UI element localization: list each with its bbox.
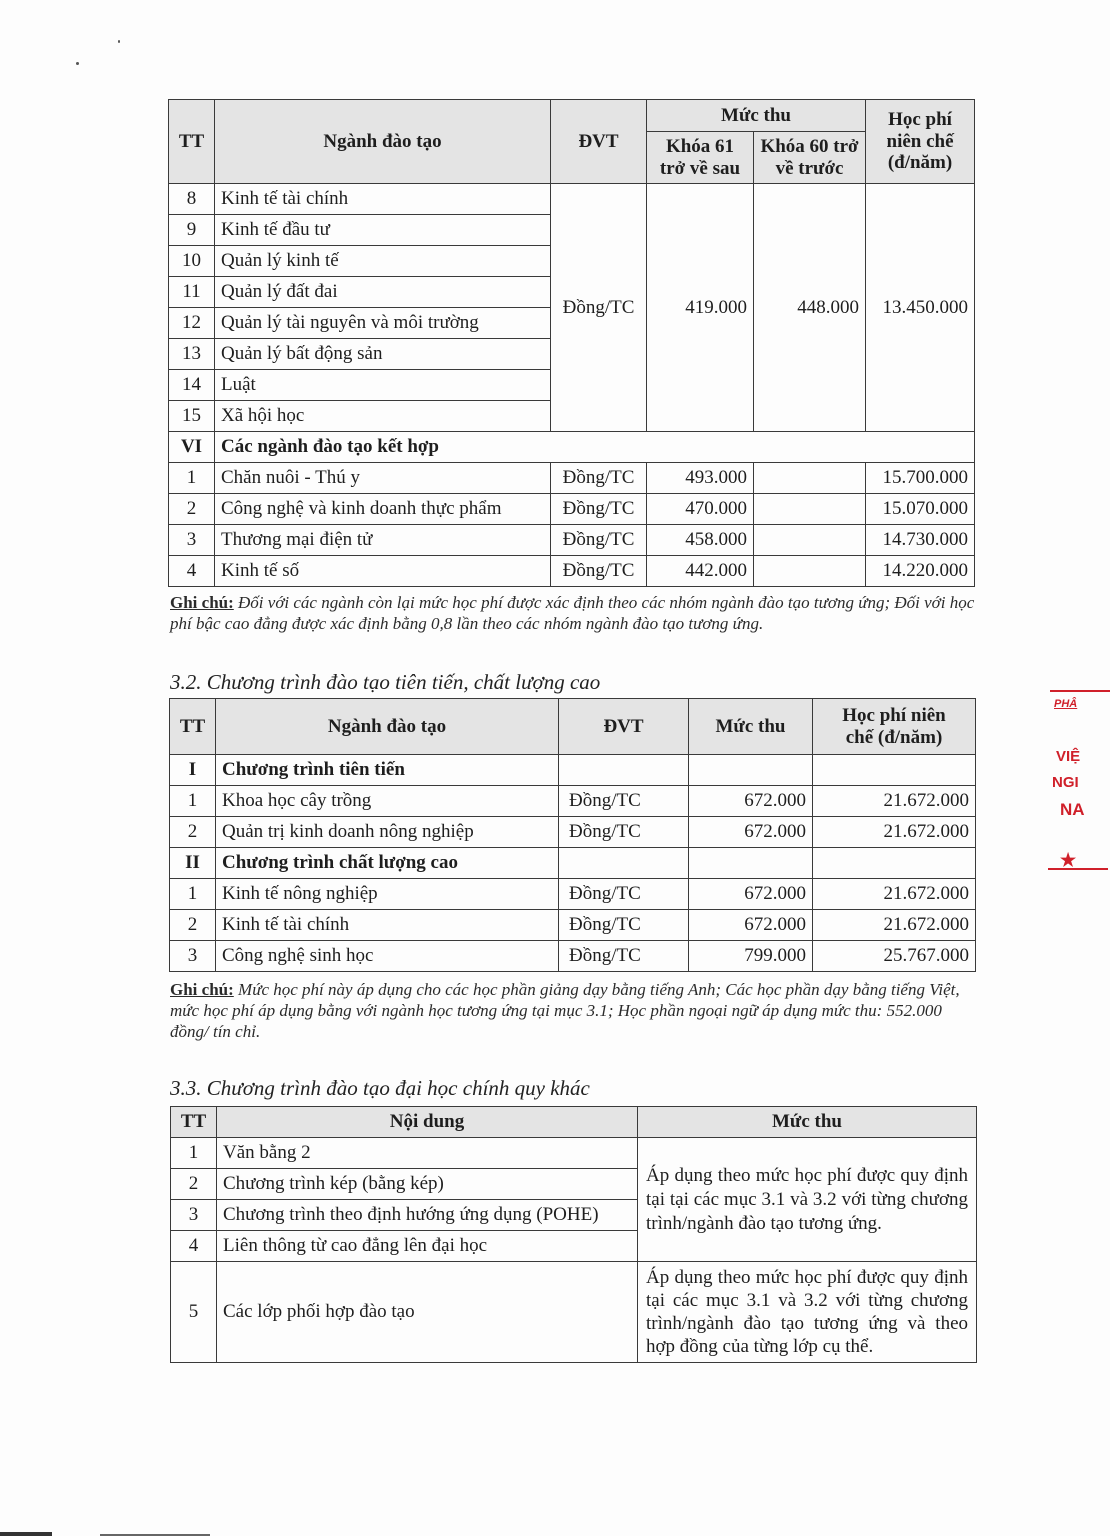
row-name: Kinh tế đầu tư bbox=[215, 215, 551, 246]
row-name: Quản lý kinh tế bbox=[215, 246, 551, 277]
row-tt: 1 bbox=[170, 879, 216, 910]
row-khoa61: 458.000 bbox=[647, 525, 754, 556]
header-dvt: ĐVT bbox=[551, 100, 647, 184]
header-muc-thu: Mức thu bbox=[638, 1107, 977, 1138]
red-stamp bbox=[1042, 688, 1102, 888]
row-name: Quản trị kinh doanh nông nghiệp bbox=[216, 817, 559, 848]
group-hoc-phi: 13.450.000 bbox=[866, 184, 975, 432]
empty-cell bbox=[813, 848, 976, 879]
row-khoa60 bbox=[754, 556, 866, 587]
group-khoa60: 448.000 bbox=[754, 184, 866, 432]
row-name: Liên thông từ cao đẳng lên đại học bbox=[217, 1231, 638, 1262]
header-noi-dung: Nội dung bbox=[217, 1107, 638, 1138]
row-name: Khoa học cây trồng bbox=[216, 786, 559, 817]
header-tt: TT bbox=[170, 699, 216, 755]
row-muc-thu: 672.000 bbox=[689, 879, 813, 910]
empty-cell bbox=[689, 848, 813, 879]
row-muc-thu: 799.000 bbox=[689, 941, 813, 972]
row-tt: 3 bbox=[171, 1200, 217, 1231]
note-label: Ghi chú: bbox=[170, 980, 234, 999]
row-name: Chương trình kép (bằng kép) bbox=[217, 1169, 638, 1200]
table-row bbox=[169, 494, 975, 525]
row-hoc-phi: 14.730.000 bbox=[866, 525, 975, 556]
row-dvt: Đồng/TC bbox=[551, 494, 647, 525]
row-name: Các lớp phối hợp đào tạo bbox=[217, 1262, 638, 1363]
row-name: Chương trình theo định hướng ứng dụng (POHE) bbox=[217, 1200, 638, 1231]
row-hoc-phi: 15.070.000 bbox=[866, 494, 975, 525]
header-khoa60: Khóa 60 trở về trước bbox=[754, 132, 866, 184]
row-dvt: Đồng/TC bbox=[559, 941, 689, 972]
muc-thu-row-5: Áp dụng theo mức học phí được quy định tại các mục 3.1 và 3.2 với từng chương trình/ngành đào tạo tương ứng và theo hợp đồng của từng lớp cụ thể. bbox=[638, 1262, 977, 1363]
row-tt: 2 bbox=[171, 1169, 217, 1200]
row-khoa60 bbox=[754, 463, 866, 494]
row-khoa60 bbox=[754, 525, 866, 556]
row-name: Công nghệ và kinh doanh thực phẩm bbox=[215, 494, 551, 525]
header-hoc-phi: Học phí niên chế (đ/năm) bbox=[866, 100, 975, 184]
section-title-3-2: 3.2. Chương trình đào tạo tiên tiến, chất lượng cao bbox=[170, 670, 601, 694]
table-row bbox=[170, 817, 976, 848]
row-name: Xã hội học bbox=[215, 401, 551, 432]
table-row bbox=[170, 941, 976, 972]
row-dvt: Đồng/TC bbox=[551, 525, 647, 556]
empty-cell bbox=[813, 755, 976, 786]
section-row bbox=[170, 755, 976, 786]
table-row bbox=[169, 556, 975, 587]
section-tt: II bbox=[170, 848, 216, 879]
empty-cell bbox=[689, 755, 813, 786]
row-tt: 4 bbox=[169, 556, 215, 587]
row-dvt: Đồng/TC bbox=[559, 817, 689, 848]
table-row bbox=[171, 1262, 977, 1363]
scan-speck bbox=[118, 40, 120, 43]
star-icon: ★ bbox=[1060, 850, 1077, 870]
empty-cell bbox=[559, 848, 689, 879]
row-name: Công nghệ sinh học bbox=[216, 941, 559, 972]
row-khoa61: 493.000 bbox=[647, 463, 754, 494]
table-row bbox=[170, 786, 976, 817]
row-name: Luật bbox=[215, 370, 551, 401]
row-dvt: Đồng/TC bbox=[559, 786, 689, 817]
note-2 bbox=[170, 979, 975, 1042]
row-tt: 1 bbox=[171, 1138, 217, 1169]
row-tt: 12 bbox=[169, 308, 215, 339]
table-row bbox=[170, 879, 976, 910]
table-row bbox=[170, 910, 976, 941]
note-text: Mức học phí này áp dụng cho các học phần giảng dạy bằng tiếng Anh; Các học phần dạy bằng tiếng Việt, mức học phí áp dụng bằng với ngành học tương ứng tại mục 3.1; Học phần ngoại ngữ áp dụng mức thu: 552.000 đồng/ tín chỉ. bbox=[170, 980, 960, 1041]
row-name: Quản lý đất đai bbox=[215, 277, 551, 308]
row-tt: 2 bbox=[170, 910, 216, 941]
row-tt: 13 bbox=[169, 339, 215, 370]
row-tt: 9 bbox=[169, 215, 215, 246]
table-row bbox=[169, 184, 975, 215]
row-tt: 3 bbox=[170, 941, 216, 972]
row-name: Thương mại điện tử bbox=[215, 525, 551, 556]
row-dvt: Đồng/TC bbox=[551, 463, 647, 494]
row-tt: 11 bbox=[169, 277, 215, 308]
row-name: Kinh tế số bbox=[215, 556, 551, 587]
row-tt: 2 bbox=[170, 817, 216, 848]
row-tt: 3 bbox=[169, 525, 215, 556]
section-row bbox=[170, 848, 976, 879]
table-row bbox=[169, 525, 975, 556]
row-dvt: Đồng/TC bbox=[559, 879, 689, 910]
note-1 bbox=[170, 592, 975, 634]
stamp-text: NGI bbox=[1052, 774, 1079, 791]
section-tt: VI bbox=[169, 432, 215, 463]
row-name: Quản lý tài nguyên và môi trường bbox=[215, 308, 551, 339]
row-name: Văn bằng 2 bbox=[217, 1138, 638, 1169]
header-muc-thu: Mức thu bbox=[647, 100, 866, 132]
row-name: Kinh tế tài chính bbox=[215, 184, 551, 215]
stamp-text: PHÂ bbox=[1054, 698, 1078, 710]
row-tt: 2 bbox=[169, 494, 215, 525]
row-tt: 5 bbox=[171, 1262, 217, 1363]
group-khoa61: 419.000 bbox=[647, 184, 754, 432]
row-hoc-phi: 14.220.000 bbox=[866, 556, 975, 587]
row-hoc-phi: 15.700.000 bbox=[866, 463, 975, 494]
other-programs-table bbox=[170, 1106, 977, 1363]
row-hoc-phi: 25.767.000 bbox=[813, 941, 976, 972]
section-tt: I bbox=[170, 755, 216, 786]
header-nganh: Ngành đào tạo bbox=[215, 100, 551, 184]
note-label: Ghi chú: bbox=[170, 593, 234, 612]
row-tt: 4 bbox=[171, 1231, 217, 1262]
header-muc-thu: Mức thu bbox=[689, 699, 813, 755]
header-tt: TT bbox=[171, 1107, 217, 1138]
stamp-arc bbox=[1048, 868, 1108, 870]
header-nganh: Ngành đào tạo bbox=[216, 699, 559, 755]
row-name: Kinh tế tài chính bbox=[216, 910, 559, 941]
row-muc-thu: 672.000 bbox=[689, 786, 813, 817]
row-name: Quản lý bất động sản bbox=[215, 339, 551, 370]
row-name: Chăn nuôi - Thú y bbox=[215, 463, 551, 494]
row-khoa61: 470.000 bbox=[647, 494, 754, 525]
muc-thu-rows-1-4: Áp dụng theo mức học phí được quy định tại tại các mục 3.1 và 3.2 với từng chương trình/ngành đào tạo tương ứng. bbox=[638, 1138, 977, 1262]
fee-table-continued bbox=[168, 99, 975, 587]
table-row bbox=[171, 1138, 977, 1169]
row-khoa61: 442.000 bbox=[647, 556, 754, 587]
row-muc-thu: 672.000 bbox=[689, 817, 813, 848]
section-name: Chương trình tiên tiến bbox=[216, 755, 559, 786]
row-muc-thu: 672.000 bbox=[689, 910, 813, 941]
row-tt: 8 bbox=[169, 184, 215, 215]
stamp-arc bbox=[1050, 690, 1110, 696]
row-hoc-phi: 21.672.000 bbox=[813, 879, 976, 910]
header-khoa61: Khóa 61 trở về sau bbox=[647, 132, 754, 184]
advanced-program-table bbox=[169, 698, 976, 972]
section-name: Chương trình chất lượng cao bbox=[216, 848, 559, 879]
row-tt: 1 bbox=[169, 463, 215, 494]
empty-cell bbox=[559, 755, 689, 786]
row-name: Kinh tế nông nghiệp bbox=[216, 879, 559, 910]
section-name: Các ngành đào tạo kết hợp bbox=[215, 432, 975, 463]
group-dvt: Đồng/TC bbox=[551, 184, 647, 432]
section-title-3-3: 3.3. Chương trình đào tạo đại học chính quy khác bbox=[170, 1076, 590, 1100]
row-khoa60 bbox=[754, 494, 866, 525]
section-row bbox=[169, 432, 975, 463]
header-hoc-phi: Học phí niên chế (đ/năm) bbox=[813, 699, 976, 755]
stamp-text: VIỆ bbox=[1056, 748, 1081, 765]
row-tt: 15 bbox=[169, 401, 215, 432]
note-text: Đối với các ngành còn lại mức học phí được xác định theo các nhóm ngành đào tạo tương ứng; Đối với học phí bậc cao đẳng được xác định bằng 0,8 lần theo các nhóm ngành đào tạo tương ứng. bbox=[170, 593, 975, 633]
stamp-text: NA bbox=[1060, 800, 1085, 819]
row-dvt: Đồng/TC bbox=[551, 556, 647, 587]
header-dvt: ĐVT bbox=[559, 699, 689, 755]
row-tt: 1 bbox=[170, 786, 216, 817]
row-hoc-phi: 21.672.000 bbox=[813, 786, 976, 817]
row-tt: 10 bbox=[169, 246, 215, 277]
header-tt: TT bbox=[169, 100, 215, 184]
row-tt: 14 bbox=[169, 370, 215, 401]
row-hoc-phi: 21.672.000 bbox=[813, 910, 976, 941]
row-hoc-phi: 21.672.000 bbox=[813, 817, 976, 848]
row-dvt: Đồng/TC bbox=[559, 910, 689, 941]
table-row bbox=[169, 463, 975, 494]
scan-speck bbox=[76, 62, 79, 65]
scan-edge bbox=[0, 1532, 52, 1536]
